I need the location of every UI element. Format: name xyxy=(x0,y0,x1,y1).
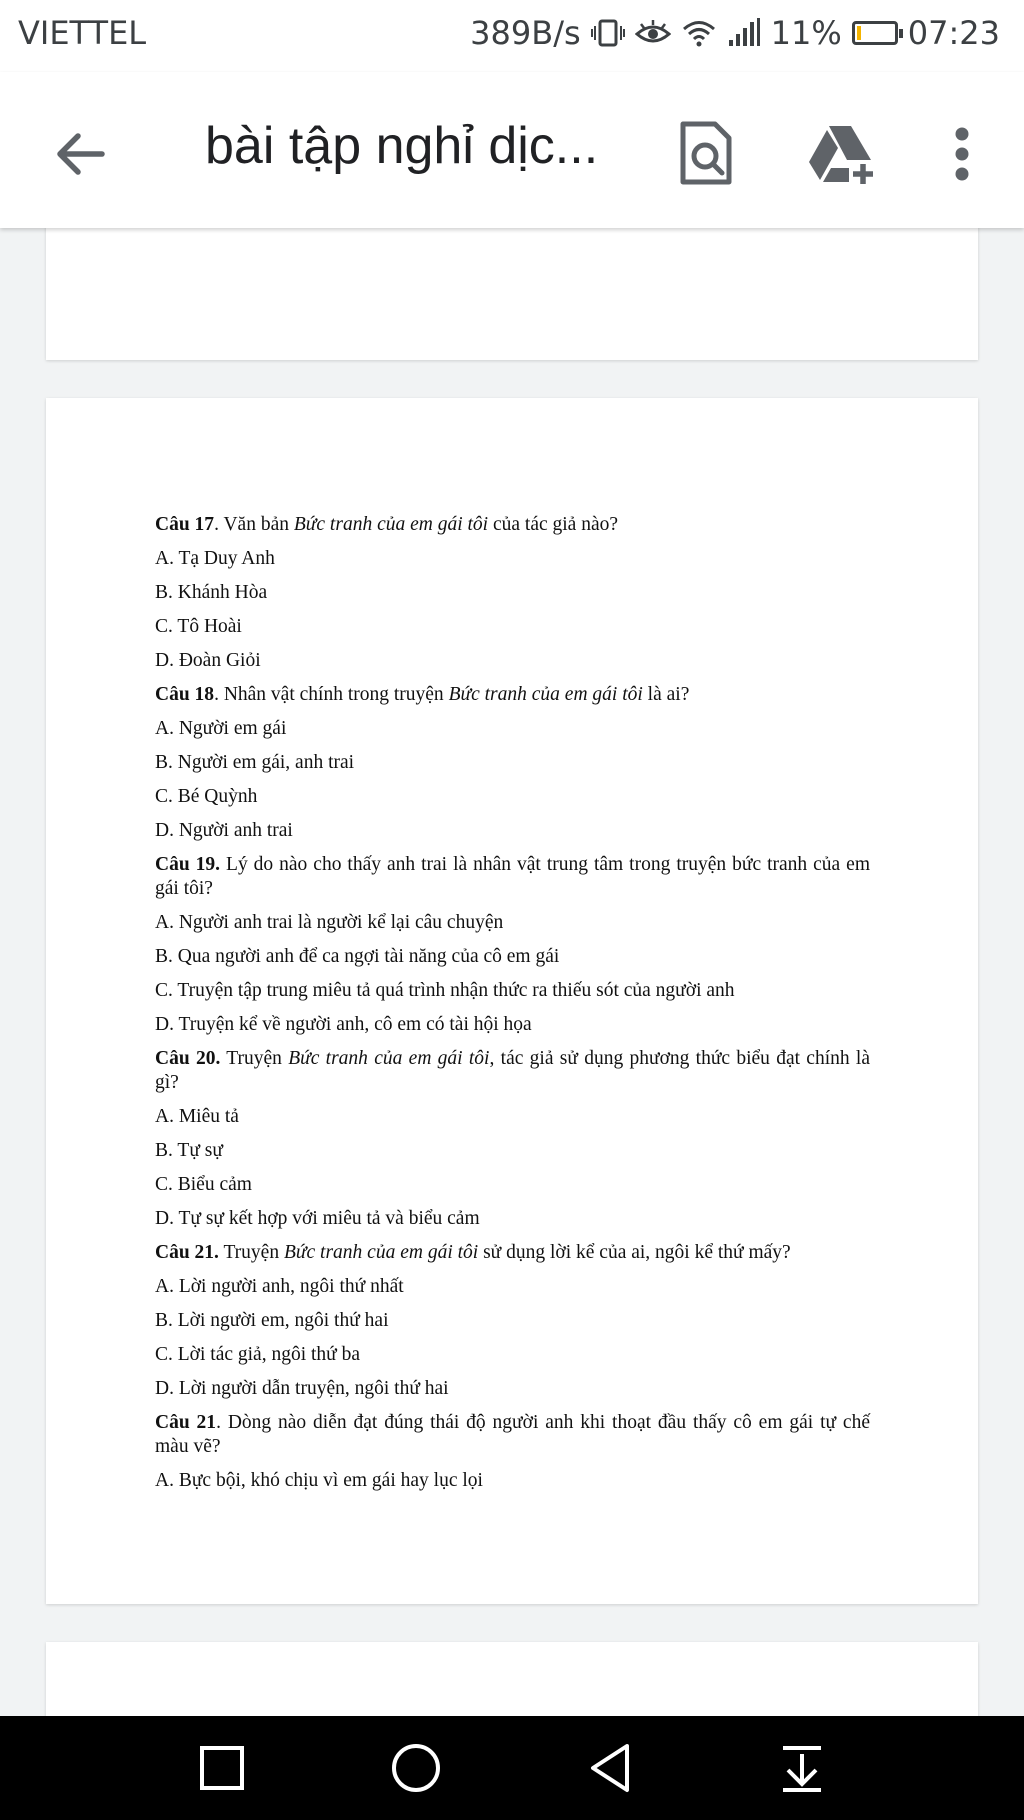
back-button[interactable] xyxy=(40,114,120,194)
battery-percent: 11% xyxy=(770,14,842,52)
question-line xyxy=(155,848,870,906)
question-text: . Nhân vật chính trong truyện xyxy=(214,684,449,705)
answer-option: D. Truyện kể về người anh, cô em có tài hội họa xyxy=(155,1014,532,1035)
question-line xyxy=(155,1406,870,1464)
answer-option: C. Lời tác giả, ngôi thứ ba xyxy=(155,1344,361,1365)
answer-option: D. Lời người dẫn truyện, ngôi thứ hai xyxy=(155,1378,449,1399)
home-button[interactable] xyxy=(378,1730,454,1806)
question-text: là ai? xyxy=(642,684,690,705)
network-speed: 389B/s xyxy=(470,14,581,52)
battery-level-fill xyxy=(857,26,861,40)
signal-icon xyxy=(727,18,761,48)
work-title-italic: Bức tranh của em gái tôi xyxy=(448,684,643,705)
notification-pull-icon xyxy=(779,1742,825,1794)
drive-add-icon xyxy=(807,124,877,184)
answer-option: B. Tự sự xyxy=(155,1140,223,1161)
question-line xyxy=(155,1236,870,1270)
question-line xyxy=(155,508,870,542)
answer-option: B. Qua người anh để ca ngợi tài năng của cô em gái xyxy=(155,946,560,967)
eye-comfort-icon xyxy=(635,18,671,48)
answer-option: B. Khánh Hòa xyxy=(155,582,268,603)
find-in-page-button[interactable] xyxy=(658,106,754,202)
question-text: , tác giả sử dụng phương thức biểu đạt chính là gì? xyxy=(155,1048,870,1093)
answer-option: C. Tô Hoài xyxy=(155,616,242,637)
question-number: Câu 21 xyxy=(155,1412,217,1433)
answer-option: D. Đoàn Giỏi xyxy=(155,650,261,671)
answer-option: A. Tạ Duy Anh xyxy=(155,548,275,569)
question-text: Truyện xyxy=(220,1048,289,1069)
question-text: sử dụng lời kể của ai, ngôi kể thứ mấy? xyxy=(478,1242,791,1263)
find-in-page-icon xyxy=(678,121,734,187)
question-line xyxy=(155,678,870,712)
wifi-icon xyxy=(681,18,717,48)
work-title-italic: Bức tranh của em gái tôi xyxy=(288,1048,490,1069)
status-bar xyxy=(0,0,1024,72)
more-vert-icon xyxy=(952,126,972,182)
answer-option: B. Lời người em, ngôi thứ hai xyxy=(155,1310,389,1331)
home-circle-icon xyxy=(390,1742,442,1794)
document-title: bài tập nghỉ dịc... xyxy=(205,117,599,175)
notification-button[interactable] xyxy=(764,1730,840,1806)
question-number: Câu 19. xyxy=(155,854,221,875)
answer-option: D. Người anh trai xyxy=(155,820,293,841)
answer-option: C. Truyện tập trung miêu tả quá trình nhận thức ra thiếu sót của người anh xyxy=(155,980,735,1001)
question-number: Câu 18 xyxy=(155,684,215,705)
system-nav-bar xyxy=(0,1716,1024,1820)
answer-option: A. Người em gái xyxy=(155,718,287,739)
question-text: Truyện xyxy=(218,1242,284,1263)
answer-option: C. Biểu cảm xyxy=(155,1174,252,1195)
recents-square-icon xyxy=(199,1745,245,1791)
answer-option: B. Người em gái, anh trai xyxy=(155,752,355,773)
question-number: Câu 21. xyxy=(155,1242,219,1263)
app-bar xyxy=(0,72,1024,228)
question-number: Câu 17 xyxy=(155,514,215,535)
question-text: của tác giả nào? xyxy=(488,514,619,535)
answer-option: A. Miêu tả xyxy=(155,1106,239,1127)
question-text: . Văn bản xyxy=(214,514,294,535)
recents-button[interactable] xyxy=(184,1730,260,1806)
document-content xyxy=(155,508,870,1498)
clock: 07:23 xyxy=(907,14,1000,52)
vibrate-icon xyxy=(591,18,625,48)
add-to-drive-button[interactable] xyxy=(794,106,890,202)
question-text: . Dòng nào diễn đạt đúng thái độ người anh khi thoạt đầu thấy cô em gái tự chế màu vẽ? xyxy=(155,1412,870,1457)
carrier-name: VIETTEL xyxy=(18,14,147,52)
work-title-italic: Bức tranh của em gái tôi xyxy=(293,514,489,535)
status-icons xyxy=(470,14,1000,52)
answer-option: A. Người anh trai là người kể lại câu chuyện xyxy=(155,912,504,933)
answer-option: A. Bực bội, khó chịu vì em gái hay lục lọi xyxy=(155,1470,483,1491)
answer-option: D. Tự sự kết hợp với miêu tả và biểu cảm xyxy=(155,1208,480,1229)
work-title-italic: Bức tranh của em gái tôi xyxy=(283,1242,479,1263)
question-line xyxy=(155,1042,870,1100)
answer-option: C. Bé Quỳnh xyxy=(155,786,258,807)
battery-icon xyxy=(852,21,898,45)
question-number: Câu 20. xyxy=(155,1048,221,1069)
back-triangle-icon xyxy=(587,1742,633,1794)
back-arrow-icon xyxy=(52,126,108,182)
answer-option: A. Lời người anh, ngôi thứ nhất xyxy=(155,1276,404,1297)
more-options-button[interactable] xyxy=(914,106,1010,202)
system-back-button[interactable] xyxy=(572,1730,648,1806)
question-text: Lý do nào cho thấy anh trai là nhân vật trung tâm trong truyện bức tranh của em gái tôi? xyxy=(155,854,870,899)
